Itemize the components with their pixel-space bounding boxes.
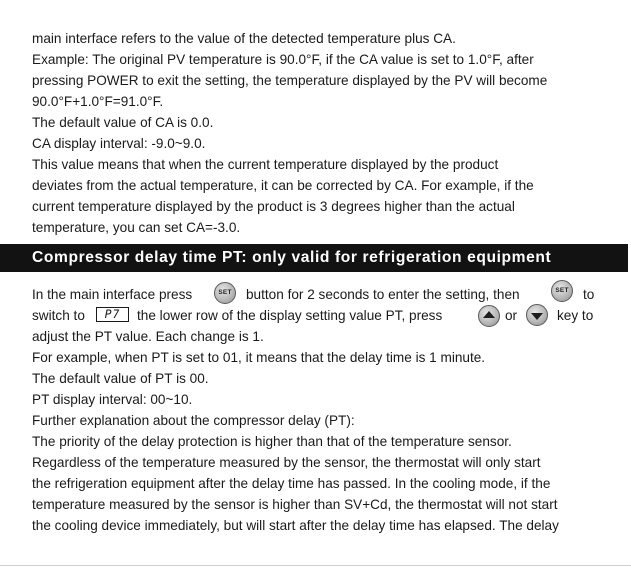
body-text-line: adjust the PT value. Each change is 1. xyxy=(32,329,264,344)
body-text-line: This value means that when the current temperature displayed by the product xyxy=(32,157,499,172)
up-arrow-icon xyxy=(479,306,499,326)
pt-instruction-part: or xyxy=(505,308,518,323)
set-button-label: SET xyxy=(218,289,232,296)
body-text-line: temperature measured by the sensor is higher than SV+Cd, the thermostat will not start xyxy=(32,497,558,512)
pt-instruction-part: switch to xyxy=(32,308,85,323)
body-text-line: The default value of CA is 0.0. xyxy=(32,115,214,130)
body-text-line: main interface refers to the value of the detected temperature plus CA. xyxy=(32,31,456,46)
pt-instruction-part: key to xyxy=(557,308,594,323)
down-arrow-button-icon xyxy=(526,304,548,326)
body-text-line: PT display interval: 00~10. xyxy=(32,392,193,407)
body-text-line: current temperature displayed by the product is 3 degrees higher than the actual xyxy=(32,199,515,214)
body-text-line: pressing POWER to exit the setting, the temperature displayed by the PV will become xyxy=(32,73,548,88)
body-text-line: For example, when PT is set to 01, it means that the delay time is 1 minute. xyxy=(32,350,486,365)
up-arrow-button-icon xyxy=(478,305,500,327)
body-text-line: CA display interval: -9.0~9.0. xyxy=(32,136,206,151)
set-button-icon xyxy=(551,280,573,302)
body-text-line: Further explanation about the compressor delay (PT): xyxy=(32,413,355,428)
body-text-line: The priority of the delay protection is higher than that of the temperature sensor. xyxy=(32,434,512,449)
body-text-line: the refrigeration equipment after the delay time has passed. In the cooling mode, if the xyxy=(32,476,551,491)
section-heading: Compressor delay time PT: only valid for refrigeration equipment xyxy=(32,249,552,266)
down-arrow-icon xyxy=(527,305,547,325)
pt-instruction-part: In the main interface press xyxy=(32,287,193,302)
pt-instruction-part: to xyxy=(583,287,595,302)
body-text-line: 90.0°F+1.0°F=91.0°F. xyxy=(32,94,164,109)
pt-instruction-part: button for 2 seconds to enter the setting, then xyxy=(246,287,520,302)
pt-instruction-part: the lower row of the display setting value PT, press xyxy=(137,308,443,323)
body-text-line: The default value of PT is 00. xyxy=(32,371,209,386)
body-text-line: the cooling device immediately, but will start after the delay time has elapsed. The delay xyxy=(32,518,559,533)
page-bottom-divider xyxy=(0,565,631,566)
lcd-display-code: P7 xyxy=(96,307,129,322)
set-button-icon xyxy=(214,282,236,304)
section-heading-banner xyxy=(0,244,631,272)
body-text-line: temperature, you can set CA=-3.0. xyxy=(32,220,241,235)
body-text-line: Example: The original PV temperature is 90.0°F, if the CA value is set to 1.0°F, after xyxy=(32,52,534,67)
set-button-label: SET xyxy=(555,287,569,294)
body-text-line: deviates from the actual temperature, it can be corrected by CA. For example, if the xyxy=(32,178,534,193)
body-text-line: Regardless of the temperature measured by the sensor, the thermostat will only start xyxy=(32,455,541,470)
